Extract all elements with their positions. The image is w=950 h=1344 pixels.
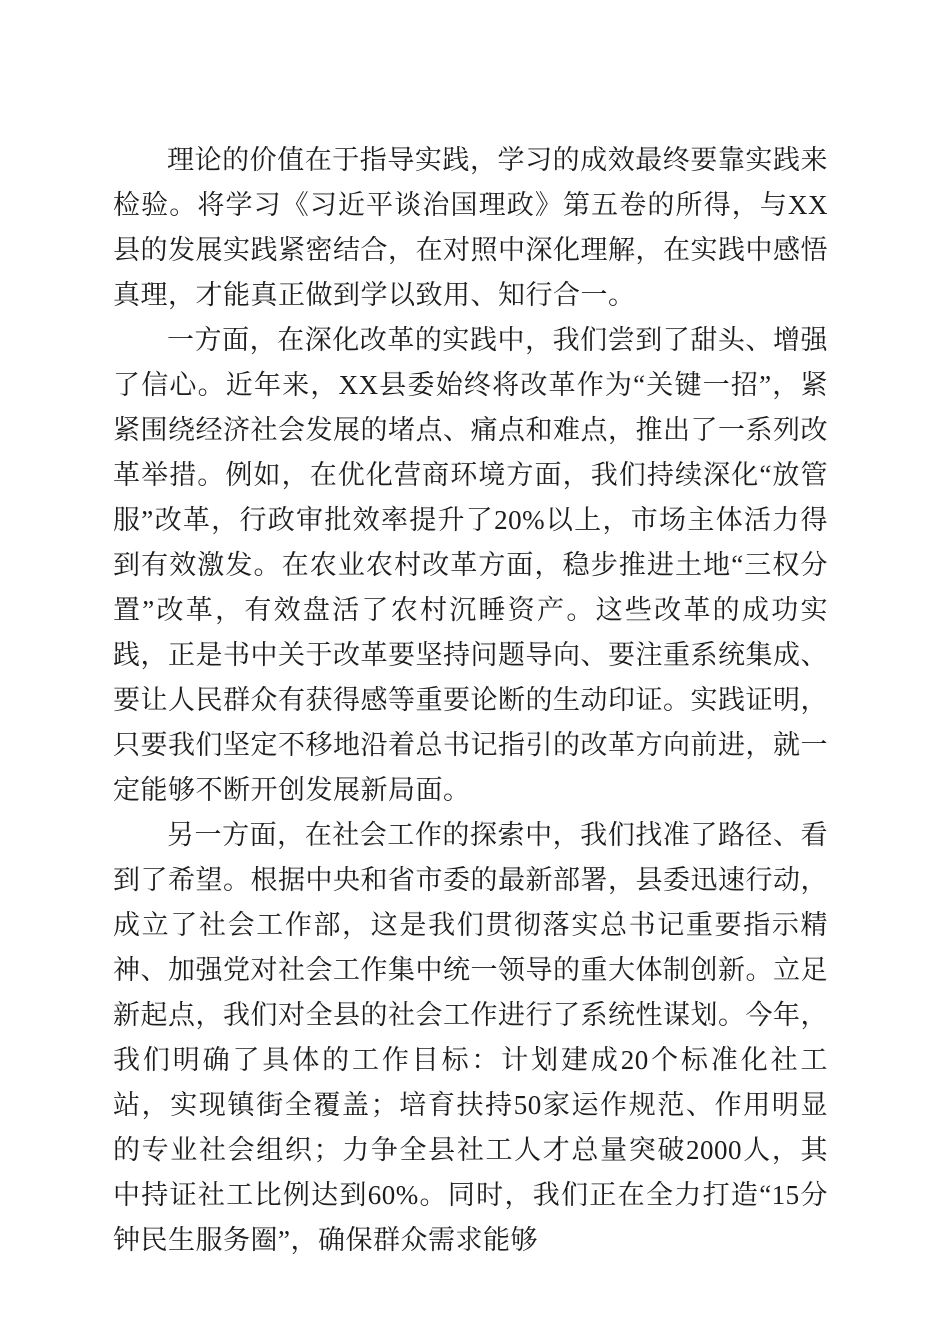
document-text-block <box>113 138 828 1263</box>
paragraph: 另一方面，在社会工作的探索中，我们找准了路径、看到了希望。根据中央和省市委的最新部署，县委迅速行动，成立了社会工作部，这是我们贯彻落实总书记重要指示精神、加强党对社会工作集中统一领导的重大体制创新。立足新起点，我们对全县的社会工作进行了系统性谋划。今年，我们明确了具体的工作目标：计划建成20个标准化社工站，实现镇街全覆盖；培育扶持50家运作规范、作用明显的专业社会组织；力争全县社工人才总量突破2000人，其中持证社工比例达到60%。同时，我们正在全力打造“15分钟民生服务圈”，确保群众需求能够 <box>113 820 828 1255</box>
paragraph: 一方面，在深化改革的实践中，我们尝到了甜头、增强了信心。近年来，XX县委始终将改革作为“关键一招”，紧紧围绕经济社会发展的堵点、痛点和难点，推出了一系列改革举措。例如，在优化营商环境方面，我们持续深化“放管服”改革，行政审批效率提升了20%以上，市场主体活力得到有效激发。在农业农村改革方面，稳步推进土地“三权分置”改革，有效盘活了农村沉睡资产。这些改革的成功实践，正是书中关于改革要坚持问题导向、要注重系统集成、要让人民群众有获得感等重要论断的生动印证。实践证明，只要我们坚定不移地沿着总书记指引的改革方向前进，就一定能够不断开创发展新局面。 <box>113 325 828 805</box>
paragraph: 理论的价值在于指导实践，学习的成效最终要靠实践来检验。将学习《习近平谈治国理政》第五卷的所得，与XX县的发展实践紧密结合，在对照中深化理解，在实践中感悟真理，才能真正做到学以致用、知行合一。 <box>113 145 828 310</box>
